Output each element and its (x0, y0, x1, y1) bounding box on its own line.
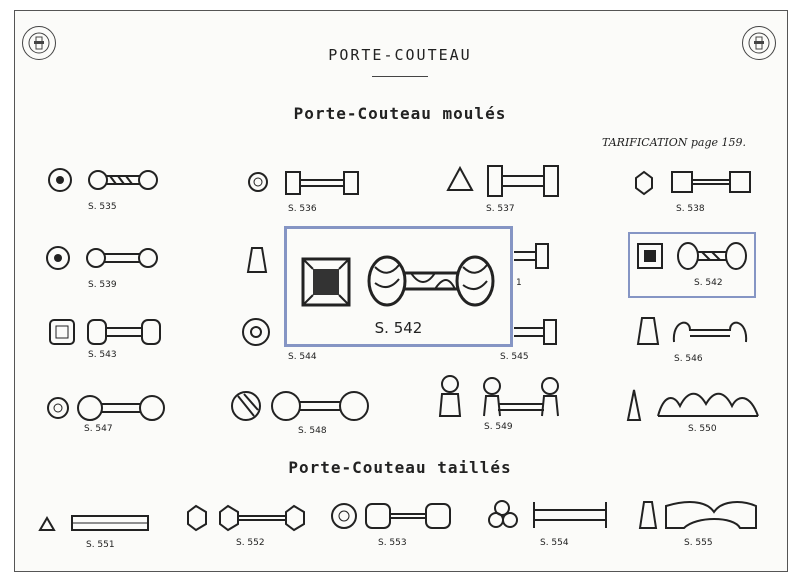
zoomed-knife-rest-drawing (287, 229, 510, 319)
item-code: S. 548 (298, 426, 327, 436)
section-title-molded: Porte-Couteau moulés (293, 104, 507, 123)
item-code: S. 551 (86, 540, 115, 550)
item-code: S. 535 (88, 202, 117, 212)
knife-rest-drawing (38, 512, 154, 536)
section-title-cut: Porte-Couteau taillés (288, 458, 512, 477)
knife-rest-drawing (504, 318, 564, 348)
item-code: S. 539 (88, 280, 117, 290)
knife-rest-drawing (230, 388, 370, 428)
knife-rest-drawing (636, 498, 766, 534)
item-code: S. 553 (378, 538, 407, 548)
tarification-label: TARIFICATION (602, 136, 688, 149)
item-code: S. 555 (684, 538, 713, 548)
highlight-box-542 (628, 232, 756, 298)
knife-rest-drawing (634, 314, 754, 350)
item-code: S. 543 (88, 350, 117, 360)
item-code: S. 550 (688, 424, 717, 434)
knife-rest-drawing (514, 242, 554, 272)
tarification-page-number: 159. (721, 136, 747, 149)
knife-rest-drawing (436, 374, 566, 420)
zoom-inset-542 (284, 226, 513, 347)
knife-rest-drawing (240, 316, 276, 348)
item-code: S. 536 (288, 204, 317, 214)
knife-rest-drawing (44, 240, 164, 280)
knife-rest-drawing (182, 504, 312, 536)
item-code: S. 538 (676, 204, 705, 214)
item-code: 1 (516, 278, 522, 288)
knife-rest-drawing (444, 164, 574, 204)
tarification-page-word: page (690, 136, 719, 149)
item-code: S. 542 (694, 278, 723, 288)
knife-rest-drawing (624, 386, 764, 426)
title-underline (372, 76, 428, 77)
knife-rest-drawing (490, 498, 620, 534)
knife-rest-drawing (632, 168, 762, 204)
item-code: S. 547 (84, 424, 113, 434)
zoom-item-code: S. 542 (374, 319, 423, 337)
item-code: S. 546 (674, 354, 703, 364)
knife-rest-drawing (246, 168, 366, 204)
tarification-note (602, 136, 746, 149)
knife-rest-drawing (330, 502, 470, 534)
item-code: S. 552 (236, 538, 265, 548)
knife-rest-drawing (48, 318, 168, 350)
item-code: S. 554 (540, 538, 569, 548)
knife-rest-drawing (244, 244, 274, 276)
item-code: S. 545 (500, 352, 529, 362)
item-code: S. 544 (288, 352, 317, 362)
item-code: S. 549 (484, 422, 513, 432)
page-title: PORTE-COUTEAU (328, 46, 472, 64)
knife-rest-drawing (46, 394, 166, 426)
knife-rest-drawing (46, 162, 166, 202)
item-code: S. 537 (486, 204, 515, 214)
